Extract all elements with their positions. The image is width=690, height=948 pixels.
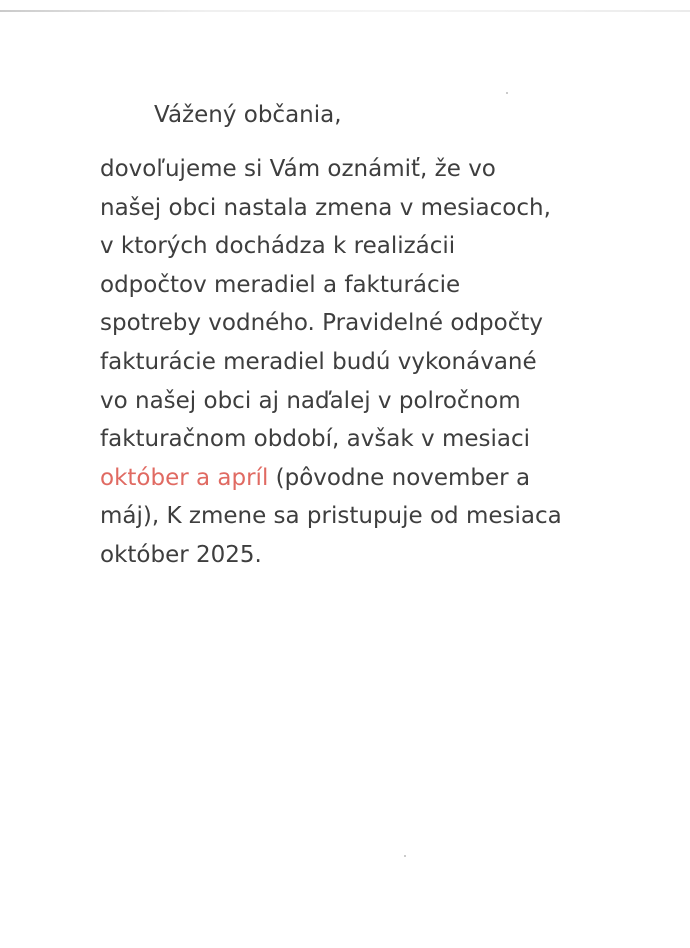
body-line-10: máj), K zmene sa pristupuje od mesiaca — [100, 503, 562, 530]
body-line-5: spotreby vodného. Pravidelné odpočty — [100, 310, 543, 337]
body-line-9 — [100, 459, 660, 498]
letter-body — [100, 150, 660, 575]
scan-top-edge — [0, 10, 690, 12]
body-line-4: odpočtov meradiel a fakturácie — [100, 271, 461, 298]
body-line-1: dovoľujeme si Vám oznámiť, že vo — [100, 156, 496, 182]
body-line-7: vo našej obci aj naďalej v polročnom — [100, 387, 521, 414]
letter-greeting: Vážený občania, — [154, 102, 342, 128]
body-line-8: fakturačnom období, avšak v mesiaci — [100, 426, 531, 453]
highlighted-months: október a apríl — [100, 464, 269, 491]
body-line-3: v ktorých dochádza k realizácii — [100, 233, 456, 260]
scan-speck — [506, 92, 508, 94]
body-line-11: október 2025. — [100, 541, 262, 568]
body-line-2: našej obci nastala zmena v mesiacoch, — [100, 194, 551, 221]
body-line-6: fakturácie meradiel budú vykonávané — [100, 348, 537, 375]
body-line-9-rest: (pôvodne november a — [268, 464, 531, 491]
scan-speck — [404, 855, 406, 857]
